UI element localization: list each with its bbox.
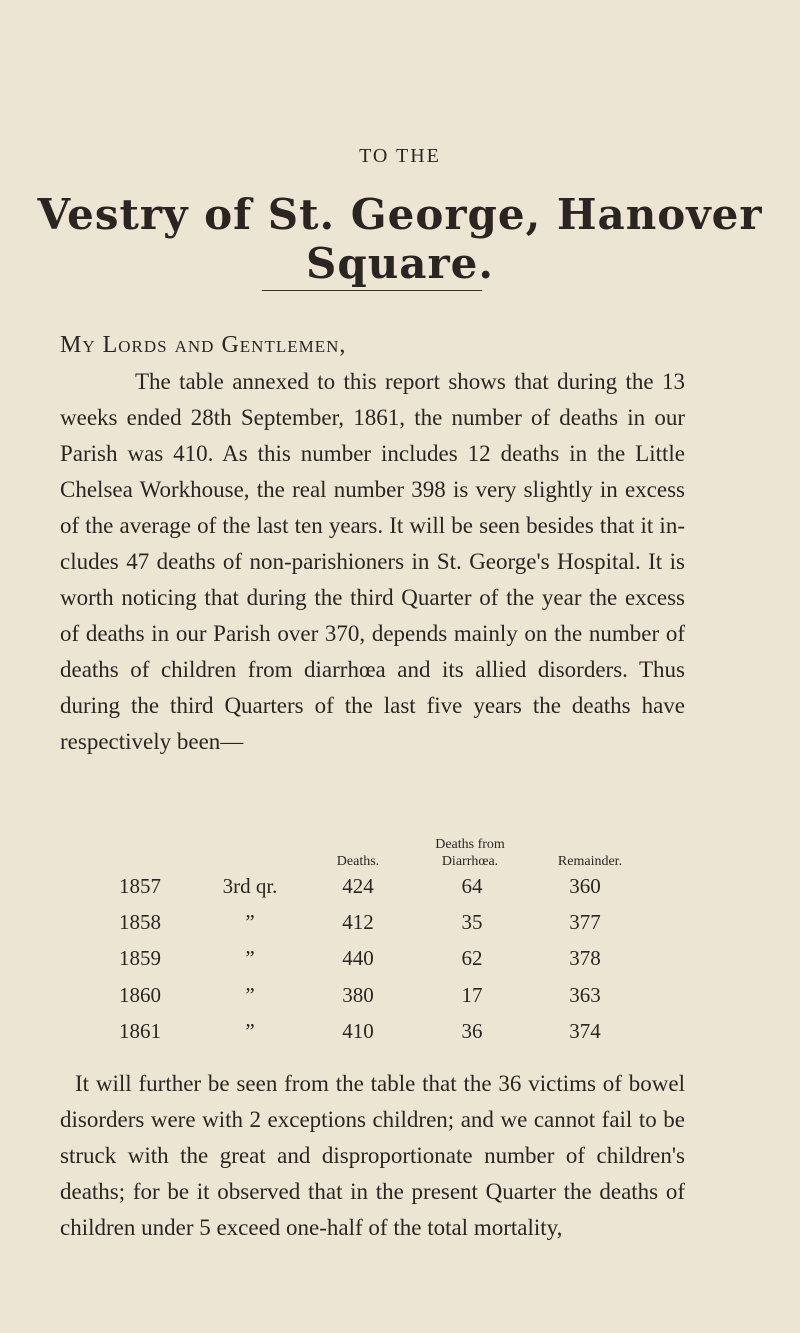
header-deaths: Deaths. <box>336 854 380 869</box>
remainder-cell: 377 <box>569 910 601 934</box>
year-cell: 1861 <box>119 1019 161 1043</box>
remainder-cell: 374 <box>569 1019 601 1043</box>
addressee-title: Vestry of St. George, Hanover Square. <box>37 190 763 288</box>
header-diarrhoea <box>415 836 525 870</box>
table-row <box>0 910 800 946</box>
address-line: TO THE <box>359 145 441 167</box>
deaths-cell: 410 <box>342 1019 374 1043</box>
remainder-cell: 360 <box>569 874 601 898</box>
paragraph-1: The table annexed to this report shows that during the 13 weeks ended 28th September, 1861, the number of deaths in our Parish was 410. As this number includes 12 deaths in the Little Chelsea Workhouse, the real number 398 is very slightly in excess of the average of the last ten years. It will be seen besides that it includes 47 deaths of non-parishioners in St. George's Hospital. It is worth noticing that during the third Quarter of the year the excess of deaths in our Parish over 370, depends mainly on the number of deaths of children from diarrhœa and its allied disorders. Thus during the third Quarters of the last five years the deaths have respectively been— <box>60 369 685 754</box>
remainder-cell: 378 <box>569 946 601 970</box>
deaths-cell: 440 <box>342 946 374 970</box>
deaths-cell: 380 <box>342 983 374 1007</box>
diarrhoea-cell: 62 <box>461 946 483 970</box>
diarrhoea-cell: 35 <box>461 910 483 934</box>
deaths-cell: 412 <box>342 910 374 934</box>
table-row <box>0 1019 800 1055</box>
diarrhoea-cell: 64 <box>461 874 483 898</box>
diarrhoea-cell: 36 <box>461 1019 483 1043</box>
year-cell: 1858 <box>119 910 161 934</box>
deaths-cell: 424 <box>342 874 374 898</box>
year-cell: 1860 <box>119 983 161 1007</box>
quarter-cell: ” <box>245 983 255 1007</box>
quarter-cell: ” <box>245 910 255 934</box>
table-row <box>0 946 800 982</box>
table-row <box>0 983 800 1019</box>
quarter-cell: ” <box>245 1019 255 1043</box>
diarrhoea-cell: 17 <box>461 983 483 1007</box>
paragraph-2: It will further be seen from the table that the 36 victims of bowel disorders were with 2 exceptions children; and we cannot fail to be struck with the great and disproportionate number of children's deaths; for be it observed that in the present Quarter the deaths of children under 5 exceed one-half of the total mortality, <box>60 1071 685 1240</box>
header-diarrhoea-line2: Diarrhœa. <box>441 854 499 869</box>
salutation: My Lords and Gentlemen, <box>60 332 347 358</box>
year-cell: 1859 <box>119 946 161 970</box>
quarter-cell: 3rd qr. <box>222 874 278 898</box>
header-diarrhoea-line1: Deaths from <box>435 837 505 852</box>
header-remainder: Remainder. <box>557 854 623 869</box>
year-cell: 1857 <box>119 874 161 898</box>
remainder-cell: 363 <box>569 983 601 1007</box>
divider-rule <box>262 290 482 291</box>
quarter-cell: ” <box>245 946 255 970</box>
table-row <box>0 874 800 910</box>
